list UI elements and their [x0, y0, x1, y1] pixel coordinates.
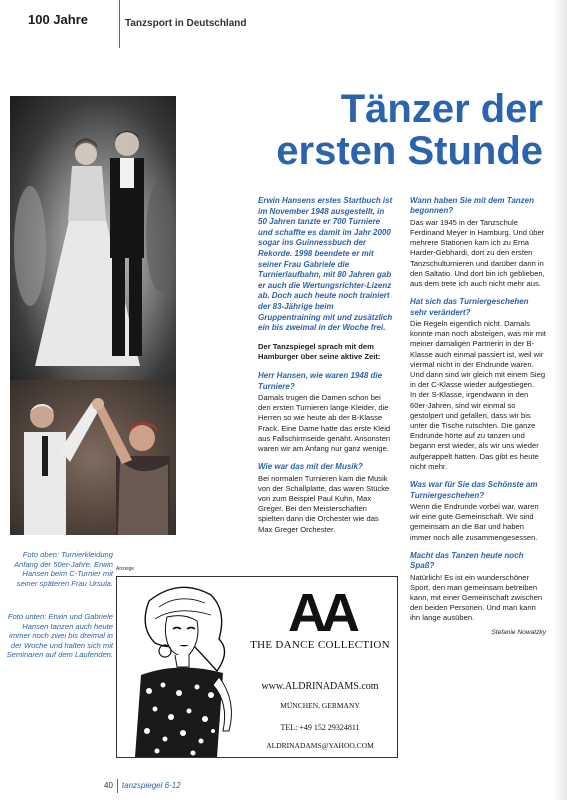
section-title: 100 Jahre [28, 12, 88, 27]
question-6: Macht das Tanzen heute noch Spaß? [410, 550, 524, 571]
answer-2: Bei normalen Turnieren kam die Musik von der Schallplatte, das waren Stücke von zum Beispiel Paul Kuhn, Max Greger. Bei den Meisterschaften spielten dann die Orchester wie das Max Greger Orchester. [258, 473, 390, 534]
answer-5: Wenn die Endrunde vorbei war, waren wir eine gute Gemeinschaft. Wir sind gemeinsam an die Bar und haben immer noch alle zusammengesessen. [410, 501, 539, 542]
issue-number: 6-12 [164, 781, 181, 791]
advertisement-aldrin-adams[interactable] [116, 576, 398, 758]
ad-label: Anzeige [116, 566, 135, 572]
aa-logo-icon [249, 587, 393, 637]
photo-couple-1950s [10, 96, 176, 380]
headline-line-1: Tänzer der [340, 87, 543, 131]
ad-website[interactable]: www.ALDRINADAMS.com [261, 681, 379, 692]
footer-divider [117, 779, 118, 793]
caption-photo-top: Foto oben: Turnierkleidung Anfang der 50er-Jahre. Erwin Hansen beim C-Turnier mit seiner späteren Frau Ursula. [13, 550, 113, 588]
page-edge-shadow [553, 0, 567, 800]
ad-phone: TEL: +49 152 29324811 [280, 723, 360, 732]
header-divider [119, 0, 120, 48]
ad-city: MÜNCHEN, GERMANY [280, 701, 360, 710]
photo-top-illustration [10, 96, 176, 380]
article-intro: Erwin Hansens erstes Startbuch ist im November 1948 ausgestellt, in 50 Jahren tanzte er 700 Turniere und schaffte es damit im Jahr 2000 sogar ins Guinnessbuch der Rekorde. 1998 beendete er mit seiner Frau Gabriele die Turnierlaufbahn, mit 80 Jahren gab er auch die Wertungsrichter-Lizenz ab. Doch auch heute noch trainiert der 83-Jährige beim Gruppentraining mit und zusätzlich ein bis zweimal in der Woche frei. [258, 196, 393, 333]
ad-fashion-figure-illustration [119, 581, 243, 757]
ad-brand-name: THE DANCE COLLECTION [250, 639, 390, 651]
article-column-2 [410, 196, 546, 638]
magazine-name: tanzspiegel [121, 781, 163, 791]
page-footer [104, 779, 181, 793]
answer-3: Das war 1945 in der Tanzschule Ferdinand Meyer in Hamburg. Und über mehrere Stationen kam ich zu Erna Harder-Gebhardi, dort zu den ersten Tanzschulturnieren und darüber dann in den Saltatio. Und dort bin ich geblieben, aus dem trete ich auch nicht mehr aus. [410, 217, 545, 289]
article-lead: Der Tanzspiegel sprach mit dem Hamburger über seine aktive Zeit: [258, 341, 381, 361]
photo-bottom-illustration [10, 380, 176, 535]
article-column-1 [258, 196, 394, 543]
caption-photo-bottom: Foto unten: Erwin und Gabriele Hansen tanzen auch heute immer noch zwei bis dreimal in der Woche und halten sich mit Seminaren auf dem Laufenden. [6, 612, 113, 660]
ad-email[interactable]: ALDRINADAMS@YAHOO.COM [266, 741, 374, 750]
author-byline: Stefanie Nowatzky [491, 628, 546, 636]
logo-text: AA [288, 587, 354, 637]
answer-4a: Die Regeln eigentlich nicht. Damals konnte man noch absteigen, was mir mit meiner damaligen Partnerin in der B-Klasse auch einmal passiert ist, weil wir viermal nicht in der Endrunde waren. Und dann sind wir gleich mit einem Sieg in der C-Klasse wieder aufgestiegen. [410, 319, 546, 390]
question-3: Wann haben Sie mit dem Tanzen begonnen? [410, 196, 535, 216]
photo-couple-today [10, 380, 176, 535]
section-subtitle: Tanzsport in Deutschland [125, 18, 247, 29]
question-1: Herr Hansen, wie waren 1948 die Turniere? [258, 371, 383, 391]
answer-4b: In der S-Klasse, irgendwann in den 60er-Jahren, sind wir einmal so gestolpert und gefallen, dass wir bis unter die Tische rutschten. Die ganze Endrunde hörte auf zu tanzen und begann erst wieder, als wir uns wieder aufgerappelt hatten. Das gibt es heute nicht mehr. [410, 390, 539, 471]
article-headline [183, 88, 543, 172]
answer-1: Damals trugen die Damen schon bei den ersten Turnieren lange Kleider, die Herren so wie heute ab der B-Klasse Frack. Eine Dame hatte das erste Kleid aus Fallschirmseide genäht. Ansonsten waren wir am Anfang nur ganz wenige. [258, 392, 391, 453]
question-4: Hat sich das Turniergeschehen sehr verändert? [410, 297, 529, 317]
question-5: Was war für Sie das Schönste am Turniergeschehen? [410, 480, 538, 500]
question-2: Wie war das mit der Musik? [258, 462, 363, 472]
answer-6: Natürlich! Es ist ein wunderschöner Sport, den man gemeinsam betreiben kann, mit einer Gemeinschaft zwischen den beiden Personen. Und man kann ihn lange ausüben. [410, 572, 543, 623]
headline-line-2: ersten Stunde [276, 129, 543, 173]
page-number: 40 [104, 781, 113, 791]
